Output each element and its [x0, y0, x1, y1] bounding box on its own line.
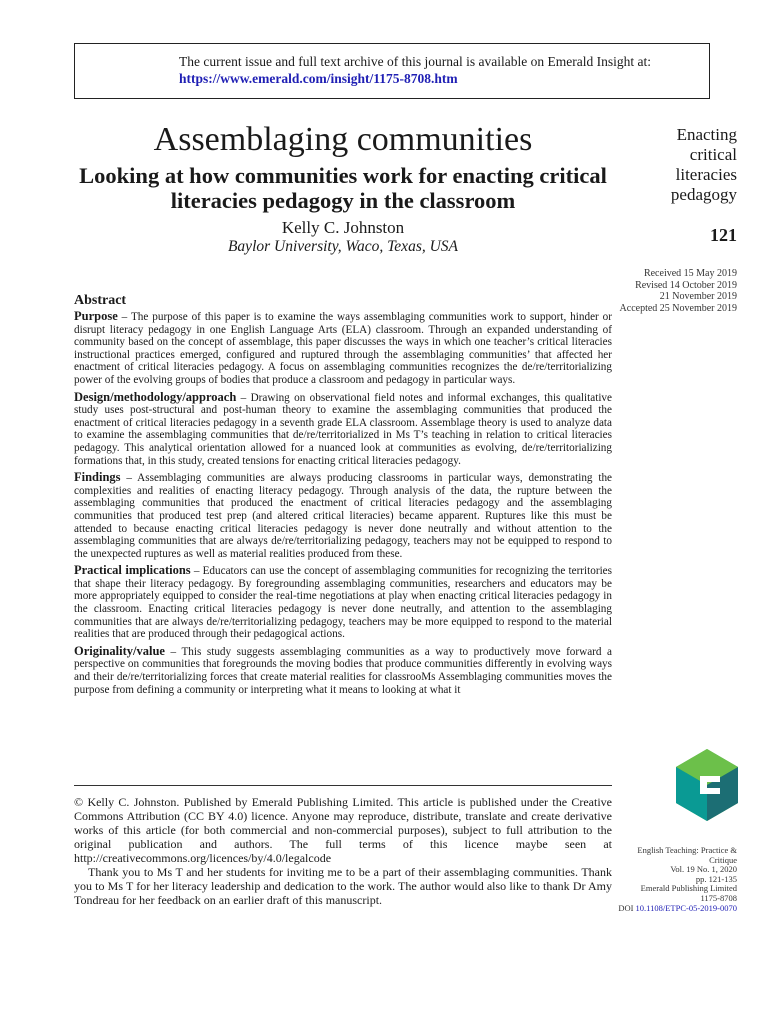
abstract-body	[74, 310, 612, 700]
journal-volume: Vol. 19 No. 1, 2020	[670, 864, 737, 875]
article-dates	[600, 268, 737, 314]
license-text: © Kelly C. Johnston. Published by Emerald Publishing Limited. This article is published under the Creative Commons Attribution (CC BY 4.0) licence. Anyone may reproduce, distribute, translate and create derivative works of this article (for both commercial and non-commercial purposes), subject to full attribution to the original publication and authors. The full terms of this licence maybe seen at http://creativecommons.org/licences/by/4.0/legalcode	[74, 795, 612, 865]
abstract-implications	[74, 564, 612, 641]
date-revised-2: 21 November 2019	[659, 291, 737, 302]
author-name: Kelly C. Johnston	[281, 218, 405, 237]
date-revised: Revised 14 October 2019	[635, 279, 737, 291]
abstract-heading: Abstract	[74, 293, 127, 308]
doi-link[interactable]: 10.1108/ETPC-05-2019-0070	[635, 902, 737, 913]
abstract-purpose	[74, 310, 612, 387]
running-title	[630, 125, 737, 205]
date-received: Received 15 May 2019	[643, 268, 737, 279]
article-title: Assemblaging communities	[153, 121, 533, 158]
journal-name-2: Critique	[709, 854, 737, 865]
section-label: Findings	[74, 470, 121, 485]
journal-publisher: Emerald Publishing Limited	[640, 883, 737, 894]
journal-issn: 1175-8708	[700, 892, 737, 903]
journal-url-link[interactable]: https://www.emerald.com/insight/1175-8708.htm	[179, 71, 458, 86]
running-title-line: literacies	[675, 165, 737, 184]
journal-info	[600, 846, 737, 913]
section-label: Practical implications	[74, 563, 191, 578]
section-label: Design/methodology/approach	[74, 389, 237, 404]
abstract-findings	[74, 471, 612, 560]
author-affiliation: Baylor University, Waco, Texas, USA	[227, 238, 459, 255]
article-subtitle: Looking at how communities work for enacting critical literacies pedagogy in the classroom	[79, 163, 607, 213]
section-label: Purpose	[74, 309, 118, 323]
abstract-originality	[74, 645, 612, 696]
date-accepted: Accepted 25 November 2019	[619, 302, 737, 314]
journal-pages: pp. 121-135	[695, 873, 737, 884]
access-notice: The current issue and full text archive of this journal is available on Emerald Insight at:	[179, 54, 651, 69]
running-title-line: Enacting	[676, 125, 737, 144]
acknowledgements: Thank you to Ms T and her students for inviting me to be a part of their assemblaging communities. Thank you to Ms T for her literacy leadership and dedication to the work. The author would also like to thank Dr Amy Tondreau for her feedback on an earlier draft of this manuscript.	[74, 865, 612, 907]
section-text: – Assemblaging communities are always producing classrooms in particular ways, demonstrating the complexities and realities of enacting literacy pedagogy. Through analysis of the data, the rupture between the assemblaging communities that produced the enactment of critical literacies pedagogy and the assemblaging communities that produced test prep (and altered critical literacies) became apparent. Ruptures like this must be attended to because enacting critical literacies pedagogy is never done neutrally and without attention to the assemblaging communities that are always de/re/territorializing pedagogy, teachers may not be equipped to respond to the unexpected ruptures as well as material realities produced from these.	[74, 472, 612, 560]
running-title-line: pedagogy	[670, 185, 737, 204]
journal-doi	[600, 904, 737, 914]
section-label: Originality/value	[74, 643, 165, 658]
section-text: – Educators can use the concept of assemblaging communities for recognizing the territories that shape their literacy pedagogy. By foregrounding assemblaging communities, researchers and educators may be more appropriately equipped to consider the real-time negotiations at play when enacting critical literacies pedagogy in the classroom. Enacting critical literacies pedagogy is never done neutrally, and attention to the assemblaging communities that are always de/re/territorializing pedagogy, teachers may be more equipped to respond to the material realities that are produced through their pedagogical actions.	[74, 565, 612, 641]
section-text: – Drawing on observational field notes and informal exchanges, this qualitative study uses post-structural and post-human theory to examine the assemblaging communities that produced the enactment of critical literacies pedagogy in a seventh grade ELA classroom. Assemblage theory is used to analyze data to examine the assemblaging communities that de/re/territorialized in Ms T’s teaching in relation to critical literacies pedagogy. This analytical orientation allowed for a nuanced look at communities as evolving, de/re/territorializing formations that, in this study, created tensions for enacting critical literacies pedagogy.	[74, 391, 612, 467]
emerald-logo-icon	[676, 749, 738, 821]
doi-label: DOI	[618, 902, 634, 913]
footer-divider	[74, 785, 612, 786]
page-number: 121	[710, 225, 737, 245]
section-text: – This study suggests assemblaging communities as a way to productively move forward a perspective on communities that foregrounds the moving bodies that produce communities differently in evolving ways and their de/re/territorializing forces that create material realities for classrooMs Assemblaging communities moves the purpose from defining a community or interpreting what it means to looking at what it	[74, 645, 612, 696]
journal-name: English Teaching: Practice &	[637, 845, 737, 855]
footer-notes	[74, 795, 612, 907]
running-title-line: critical	[689, 145, 737, 164]
abstract-design	[74, 391, 612, 468]
section-text: – The purpose of this paper is to examine the ways assemblaging communities work to support, hinder or disrupt literacy pedagogy in one English Language Arts (ELA) classroom. Through an expanded understanding of community based on the concept of assemblage, this paper discusses the ways in which one teacher’s critical literacies instructional practices emerged, configured and ruptured through the assemblaging communities’ that affected her enactment of critical literacies pedagogy. A focus on assemblaging communities recognizes the de/re/territorializing power of the evolving groups of bodies that produce a classroom and pedagogy in particular ways.	[74, 311, 612, 386]
journal-access-box	[74, 43, 710, 99]
